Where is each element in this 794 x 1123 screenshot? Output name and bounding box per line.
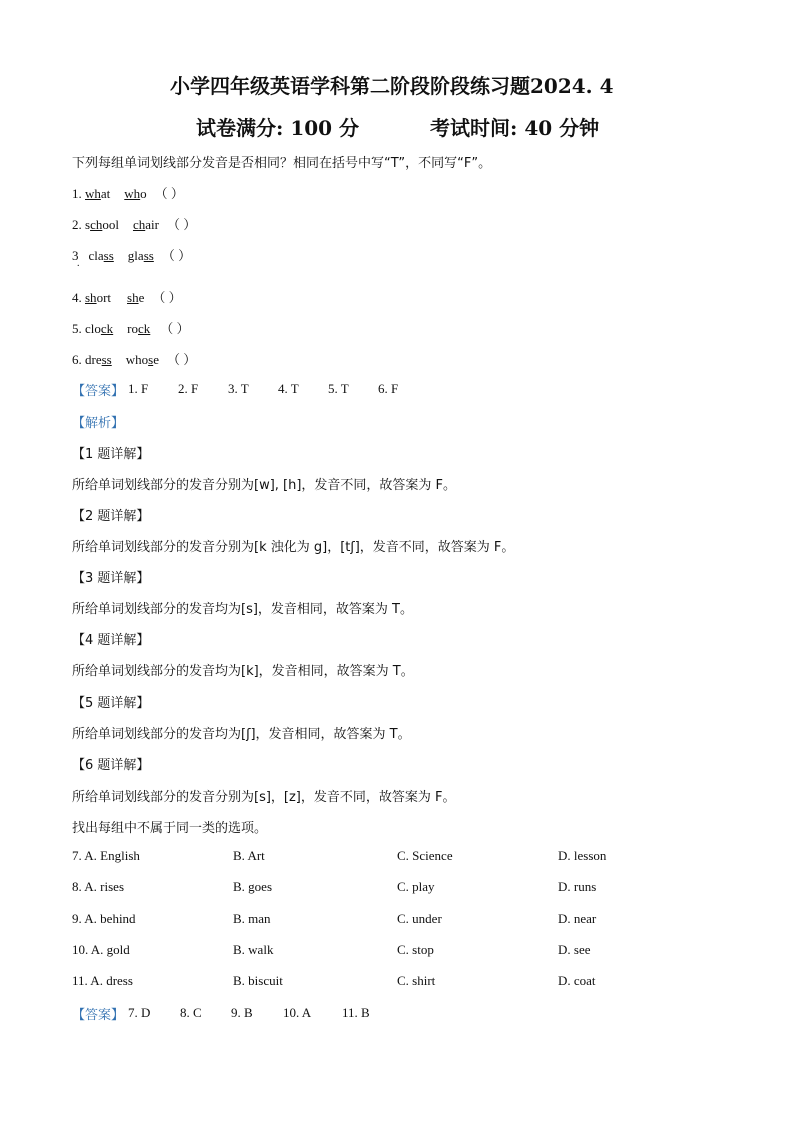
q7-option-a: 7. A. English — [72, 848, 140, 863]
detail-1-head: 【1 题详解】 — [72, 447, 150, 462]
answer-4: 4. T — [278, 381, 299, 396]
detail-5-body: 所给单词划线部分的发音均为[ʃ]，发音相同，故答案为 T。 — [72, 727, 411, 742]
detail-4-body: 所给单词划线部分的发音均为[k]，发音相同，故答案为 T。 — [72, 664, 414, 679]
question-4: 4. short she （ ） — [72, 290, 182, 305]
section1-instruction: 下列每组单词划线部分发音是否相同？相同在括号中写“T”，不同写“F”。 — [72, 156, 492, 171]
q8-option-a: 8. A. rises — [72, 879, 124, 894]
full-score: 试卷满分: 100 分 — [196, 116, 360, 140]
q7-option-b: B. Art — [233, 848, 265, 863]
question-3-dot: . — [77, 258, 80, 269]
analysis-label: 【解析】 — [72, 416, 125, 431]
answer-5: 5. T — [328, 381, 349, 396]
answer-2: 2. F — [178, 381, 199, 396]
q10-option-c: C. stop — [397, 942, 434, 957]
answer-blank-1[interactable]: （ ） — [154, 186, 184, 201]
q8-option-d: D. runs — [558, 879, 597, 894]
answer-10: 10. A — [283, 1005, 312, 1020]
detail-6-body: 所给单词划线部分的发音分别为[s]，[z]，发音不同，故答案为 F。 — [72, 790, 456, 805]
q9-option-c: C. under — [397, 911, 442, 926]
q10-option-b: B. walk — [233, 942, 274, 957]
page-title: 小学四年级英语学科第二阶段阶段练习题2024. 4 — [170, 74, 614, 98]
answer-line-1 — [72, 380, 124, 399]
q8-option-c: C. play — [397, 879, 435, 894]
detail-6-head: 【6 题详解】 — [72, 758, 150, 773]
question-6: 6. dress whose （ ） — [72, 352, 197, 367]
detail-4-head: 【4 题详解】 — [72, 633, 150, 648]
detail-5-head: 【5 题详解】 — [72, 696, 150, 711]
detail-3-head: 【3 题详解】 — [72, 571, 150, 586]
q7-option-d: D. lesson — [558, 848, 607, 863]
q9-option-b: B. man — [233, 911, 271, 926]
exam-time: 考试时间: 40 分钟 — [430, 116, 600, 140]
q9-option-a: 9. A. behind — [72, 911, 136, 926]
q11-option-b: B. biscuit — [233, 973, 283, 988]
answer-blank-6[interactable]: （ ） — [166, 352, 197, 367]
answer-11: 11. B — [342, 1005, 370, 1020]
answer-6: 6. F — [378, 381, 399, 396]
question-3: 3 class glass （ ） — [72, 248, 192, 263]
q9-option-d: D. near — [558, 911, 597, 926]
question-1: 1. what who （ ） — [72, 186, 184, 201]
answer-3: 3. T — [228, 381, 249, 396]
answer-blank-5[interactable]: （ ） — [160, 321, 190, 336]
answer-7: 7. D — [128, 1005, 151, 1020]
question-2: 2. school chair （ ） — [72, 217, 197, 232]
detail-2-body: 所给单词划线部分的发音分别为[k 浊化为 g]，[tʃ]，发音不同，故答案为 F。 — [72, 540, 515, 555]
detail-2-head: 【2 题详解】 — [72, 509, 150, 524]
q11-option-a: 11. A. dress — [72, 973, 133, 988]
q11-option-d: D. coat — [558, 973, 596, 988]
q7-option-c: C. Science — [397, 848, 453, 863]
detail-3-body: 所给单词划线部分的发音均为[s]，发音相同，故答案为 T。 — [72, 602, 413, 617]
question-5: 5. clock rock （ ） — [72, 321, 190, 336]
q10-option-d: D. see — [558, 942, 591, 957]
detail-1-body: 所给单词划线部分的发音分别为[w], [h]，发音不同，故答案为 F。 — [72, 478, 457, 493]
q10-option-a: 10. A. gold — [72, 942, 130, 957]
section2-instruction: 找出每组中不属于同一类的选项。 — [72, 821, 268, 836]
answer-label: 【答案】 — [72, 384, 125, 399]
answer-8: 8. C — [180, 1005, 202, 1020]
answer-blank-3[interactable]: （ ） — [161, 248, 192, 263]
answer-9: 9. B — [231, 1005, 253, 1020]
answer-blank-2[interactable]: （ ） — [166, 217, 197, 232]
q11-option-c: C. shirt — [397, 973, 436, 988]
answer-1: 1. F — [128, 381, 149, 396]
q8-option-b: B. goes — [233, 879, 272, 894]
answer-line-2: 【答案】 — [72, 1008, 125, 1023]
answer-blank-4[interactable]: （ ） — [152, 290, 182, 305]
